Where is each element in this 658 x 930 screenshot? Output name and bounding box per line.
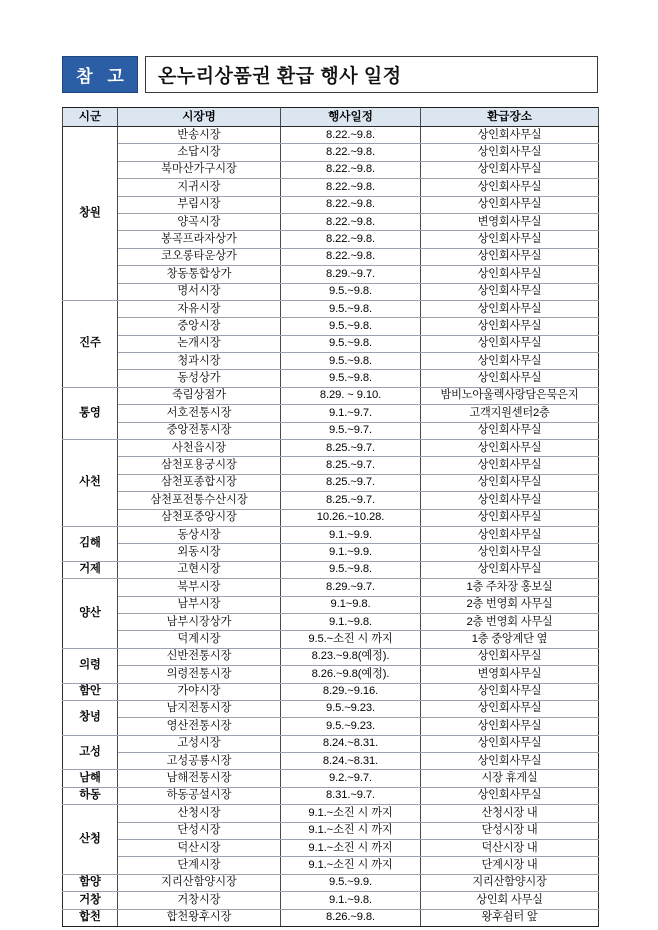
cell-period: 9.5.~9.7. <box>281 422 421 439</box>
table-row <box>63 231 599 248</box>
table-row <box>63 161 599 178</box>
cell-market: 산청시장 <box>118 805 281 822</box>
table-row <box>63 283 599 300</box>
cell-place: 상인회사무실 <box>421 544 599 561</box>
cell-market: 지귀시장 <box>118 179 281 196</box>
page-title: 온누리상품권 환급 행사 일정 <box>158 66 402 87</box>
cell-market: 반송시장 <box>118 127 281 144</box>
cell-market: 고성공룡시장 <box>118 753 281 770</box>
table-row <box>63 648 599 665</box>
cell-place: 상인회사무실 <box>421 248 599 265</box>
cell-place: 상인회사무실 <box>421 787 599 804</box>
cell-region: 하동 <box>63 787 118 804</box>
cell-market: 동성상가 <box>118 370 281 387</box>
cell-place: 상인회사무실 <box>421 266 599 283</box>
table-row <box>63 770 599 787</box>
table-row <box>63 718 599 735</box>
column-header-region: 시군 <box>63 108 118 127</box>
cell-period: 9.1.~9.8. <box>281 613 421 630</box>
table-row <box>63 909 599 926</box>
cell-period: 8.29. ~ 9.10. <box>281 387 421 404</box>
title-box <box>145 56 598 93</box>
cell-place: 상인회사무실 <box>421 144 599 161</box>
table-row <box>63 440 599 457</box>
cell-place: 2층 번영회 사무실 <box>421 596 599 613</box>
cell-place: 변영회사무실 <box>421 213 599 230</box>
cell-market: 코오롱타운상가 <box>118 248 281 265</box>
cell-period: 9.5.~9.8. <box>281 300 421 317</box>
cell-market: 외동시장 <box>118 544 281 561</box>
cell-period: 9.5.~9.8. <box>281 283 421 300</box>
cell-period: 8.22.~9.8. <box>281 248 421 265</box>
cell-region: 김해 <box>63 526 118 561</box>
cell-market: 사천읍시장 <box>118 440 281 457</box>
table-row <box>63 353 599 370</box>
cell-place: 상인회사무실 <box>421 440 599 457</box>
cell-place: 상인회사무실 <box>421 127 599 144</box>
cell-place: 상인회사무실 <box>421 700 599 717</box>
cell-region: 통영 <box>63 387 118 439</box>
cell-period: 9.5.~9.8. <box>281 318 421 335</box>
table-row <box>63 526 599 543</box>
cell-period: 9.1~9.8. <box>281 596 421 613</box>
cell-market: 삼천포종합시장 <box>118 474 281 491</box>
cell-place: 단성시장 내 <box>421 822 599 839</box>
cell-market: 남부시장 <box>118 596 281 613</box>
table-row <box>63 683 599 700</box>
cell-market: 하동공설시장 <box>118 787 281 804</box>
table-row <box>63 596 599 613</box>
cell-market: 삼천포용궁시장 <box>118 457 281 474</box>
cell-place: 상인회사무실 <box>421 753 599 770</box>
cell-period: 9.5.~9.8. <box>281 561 421 578</box>
table-row <box>63 387 599 404</box>
table-row <box>63 666 599 683</box>
cell-region: 함양 <box>63 874 118 891</box>
cell-place: 시장 휴게실 <box>421 770 599 787</box>
cell-market: 북마산가구시장 <box>118 161 281 178</box>
table-row <box>63 561 599 578</box>
cell-market: 봉곡프라자상가 <box>118 231 281 248</box>
cell-market: 고현시장 <box>118 561 281 578</box>
cell-period: 9.1.~9.9. <box>281 526 421 543</box>
cell-place: 상인회사무실 <box>421 283 599 300</box>
cell-period: 10.26.~10.28. <box>281 509 421 526</box>
cell-period: 9.1.~소진 시 까지 <box>281 805 421 822</box>
cell-period: 9.1.~9.8. <box>281 892 421 909</box>
cell-period: 8.29.~9.16. <box>281 683 421 700</box>
table-row <box>63 735 599 752</box>
cell-period: 8.25.~9.7. <box>281 440 421 457</box>
cell-region: 산청 <box>63 805 118 875</box>
table-row <box>63 335 599 352</box>
table-row <box>63 300 599 317</box>
table-row <box>63 196 599 213</box>
cell-period: 8.24.~8.31. <box>281 753 421 770</box>
cell-region: 의령 <box>63 648 118 683</box>
cell-place: 산청시장 내 <box>421 805 599 822</box>
cell-place: 상인회사무실 <box>421 196 599 213</box>
table-head <box>63 108 599 127</box>
cell-market: 거창시장 <box>118 892 281 909</box>
cell-market: 중앙전통시장 <box>118 422 281 439</box>
cell-period: 9.5.~9.8. <box>281 370 421 387</box>
table-row <box>63 544 599 561</box>
cell-period: 8.23.~9.8(예정). <box>281 648 421 665</box>
cell-period: 9.1.~소진 시 까지 <box>281 857 421 874</box>
table-row <box>63 579 599 596</box>
cell-place: 상인회사무실 <box>421 318 599 335</box>
cell-market: 영산전통시장 <box>118 718 281 735</box>
cell-market: 죽림상점가 <box>118 387 281 404</box>
cell-place: 상인회사무실 <box>421 735 599 752</box>
table-header-row <box>63 108 599 127</box>
cell-region: 양산 <box>63 579 118 649</box>
table-row <box>63 822 599 839</box>
cell-place: 왕후쉼터 앞 <box>421 909 599 926</box>
cell-place: 상인회사무실 <box>421 335 599 352</box>
schedule-table-container <box>62 107 598 927</box>
cell-market: 중앙시장 <box>118 318 281 335</box>
cell-place: 1층 주차장 홍보실 <box>421 579 599 596</box>
table-row <box>63 144 599 161</box>
table-row <box>63 318 599 335</box>
cell-market: 남지전통시장 <box>118 700 281 717</box>
table-row <box>63 805 599 822</box>
cell-period: 8.26.~9.8. <box>281 909 421 926</box>
cell-period: 8.22.~9.8. <box>281 179 421 196</box>
cell-market: 삼천포전통수산시장 <box>118 492 281 509</box>
cell-period: 8.29.~9.7. <box>281 579 421 596</box>
cell-period: 9.1.~9.9. <box>281 544 421 561</box>
cell-market: 고성시장 <box>118 735 281 752</box>
table-row <box>63 213 599 230</box>
cell-period: 8.25.~9.7. <box>281 474 421 491</box>
cell-place: 상인회사무실 <box>421 161 599 178</box>
cell-region: 거제 <box>63 561 118 578</box>
cell-region: 거창 <box>63 892 118 909</box>
cell-place: 1층 중앙계단 옆 <box>421 631 599 648</box>
table-row <box>63 613 599 630</box>
cell-period: 8.22.~9.8. <box>281 127 421 144</box>
cell-market: 양곡시장 <box>118 213 281 230</box>
cell-period: 8.22.~9.8. <box>281 196 421 213</box>
cell-period: 8.22.~9.8. <box>281 161 421 178</box>
table-body <box>63 127 599 927</box>
table-row <box>63 179 599 196</box>
cell-period: 8.22.~9.8. <box>281 231 421 248</box>
cell-period: 9.1.~소진 시 까지 <box>281 822 421 839</box>
cell-market: 삼천포중앙시장 <box>118 509 281 526</box>
cell-place: 상인회사무실 <box>421 718 599 735</box>
cell-market: 덕계시장 <box>118 631 281 648</box>
cell-period: 9.1.~9.7. <box>281 405 421 422</box>
cell-market: 창동통합상가 <box>118 266 281 283</box>
cell-region: 합천 <box>63 909 118 926</box>
cell-period: 8.26.~9.8(예정). <box>281 666 421 683</box>
cell-place: 밤비노아울렉사랑담은묵은지 <box>421 387 599 404</box>
cell-market: 남부시장상가 <box>118 613 281 630</box>
cell-place: 상인회사무실 <box>421 300 599 317</box>
column-header-place: 환급장소 <box>421 108 599 127</box>
cell-market: 신반전통시장 <box>118 648 281 665</box>
cell-period: 9.5.~9.23. <box>281 700 421 717</box>
table-row <box>63 700 599 717</box>
cell-market: 소답시장 <box>118 144 281 161</box>
cell-place: 상인회사무실 <box>421 231 599 248</box>
cell-period: 8.24.~8.31. <box>281 735 421 752</box>
cell-market: 동상시장 <box>118 526 281 543</box>
cell-region: 창원 <box>63 127 118 301</box>
cell-market: 단계시장 <box>118 857 281 874</box>
table-row <box>63 787 599 804</box>
cell-place: 단계시장 내 <box>421 857 599 874</box>
cell-period: 8.25.~9.7. <box>281 492 421 509</box>
cell-market: 논개시장 <box>118 335 281 352</box>
cell-market: 지리산함양시장 <box>118 874 281 891</box>
cell-period: 8.22.~9.8. <box>281 144 421 161</box>
cell-place: 상인회사무실 <box>421 683 599 700</box>
cell-place: 상인회사무실 <box>421 457 599 474</box>
cell-place: 지리산함양시장 <box>421 874 599 891</box>
cell-period: 9.5.~9.8. <box>281 353 421 370</box>
table-row <box>63 127 599 144</box>
cell-market: 남해전통시장 <box>118 770 281 787</box>
cell-place: 상인회사무실 <box>421 492 599 509</box>
cell-place: 상인회사무실 <box>421 422 599 439</box>
cell-period: 8.29.~9.7. <box>281 266 421 283</box>
table-row <box>63 405 599 422</box>
table-row <box>63 631 599 648</box>
table-row <box>63 474 599 491</box>
cell-period: 9.2.~9.7. <box>281 770 421 787</box>
table-row <box>63 266 599 283</box>
reference-badge: 참 고 <box>62 56 138 93</box>
cell-place: 고객지원센터2층 <box>421 405 599 422</box>
cell-region: 진주 <box>63 300 118 387</box>
table-row <box>63 874 599 891</box>
table-row <box>63 509 599 526</box>
schedule-table <box>62 107 599 927</box>
table-row <box>63 857 599 874</box>
table-row <box>63 422 599 439</box>
cell-place: 덕산시장 내 <box>421 840 599 857</box>
cell-place: 상인회 사무실 <box>421 892 599 909</box>
cell-place: 상인회사무실 <box>421 561 599 578</box>
cell-market: 부림시장 <box>118 196 281 213</box>
cell-place: 상인회사무실 <box>421 474 599 491</box>
cell-market: 북부시장 <box>118 579 281 596</box>
cell-region: 남해 <box>63 770 118 787</box>
cell-place: 상인회사무실 <box>421 179 599 196</box>
cell-place: 변영회사무실 <box>421 666 599 683</box>
cell-period: 9.5.~9.23. <box>281 718 421 735</box>
cell-market: 합천왕후시장 <box>118 909 281 926</box>
column-header-market: 시장명 <box>118 108 281 127</box>
table-row <box>63 840 599 857</box>
table-row <box>63 370 599 387</box>
cell-period: 8.25.~9.7. <box>281 457 421 474</box>
cell-market: 청과시장 <box>118 353 281 370</box>
cell-market: 의령전통시장 <box>118 666 281 683</box>
cell-market: 덕산시장 <box>118 840 281 857</box>
cell-region: 함안 <box>63 683 118 700</box>
cell-period: 9.5.~9.9. <box>281 874 421 891</box>
cell-market: 가야시장 <box>118 683 281 700</box>
column-header-period: 행사일정 <box>281 108 421 127</box>
cell-market: 명서시장 <box>118 283 281 300</box>
cell-region: 고성 <box>63 735 118 770</box>
cell-place: 상인회사무실 <box>421 370 599 387</box>
document-header <box>62 56 598 93</box>
cell-period: 9.5.~소진 시 까지 <box>281 631 421 648</box>
table-row <box>63 457 599 474</box>
cell-period: 8.22.~9.8. <box>281 213 421 230</box>
cell-period: 9.1.~소진 시 까지 <box>281 840 421 857</box>
cell-place: 상인회사무실 <box>421 509 599 526</box>
table-row <box>63 492 599 509</box>
cell-market: 단성시장 <box>118 822 281 839</box>
cell-region: 사천 <box>63 440 118 527</box>
cell-place: 상인회사무실 <box>421 526 599 543</box>
cell-region: 창녕 <box>63 700 118 735</box>
cell-period: 9.5.~9.8. <box>281 335 421 352</box>
table-row <box>63 248 599 265</box>
table-row <box>63 892 599 909</box>
cell-period: 8.31.~9.7. <box>281 787 421 804</box>
table-row <box>63 753 599 770</box>
cell-place: 상인회사무실 <box>421 648 599 665</box>
cell-market: 자유시장 <box>118 300 281 317</box>
cell-place: 상인회사무실 <box>421 353 599 370</box>
cell-market: 서호전통시장 <box>118 405 281 422</box>
cell-place: 2층 번영회 사무실 <box>421 613 599 630</box>
